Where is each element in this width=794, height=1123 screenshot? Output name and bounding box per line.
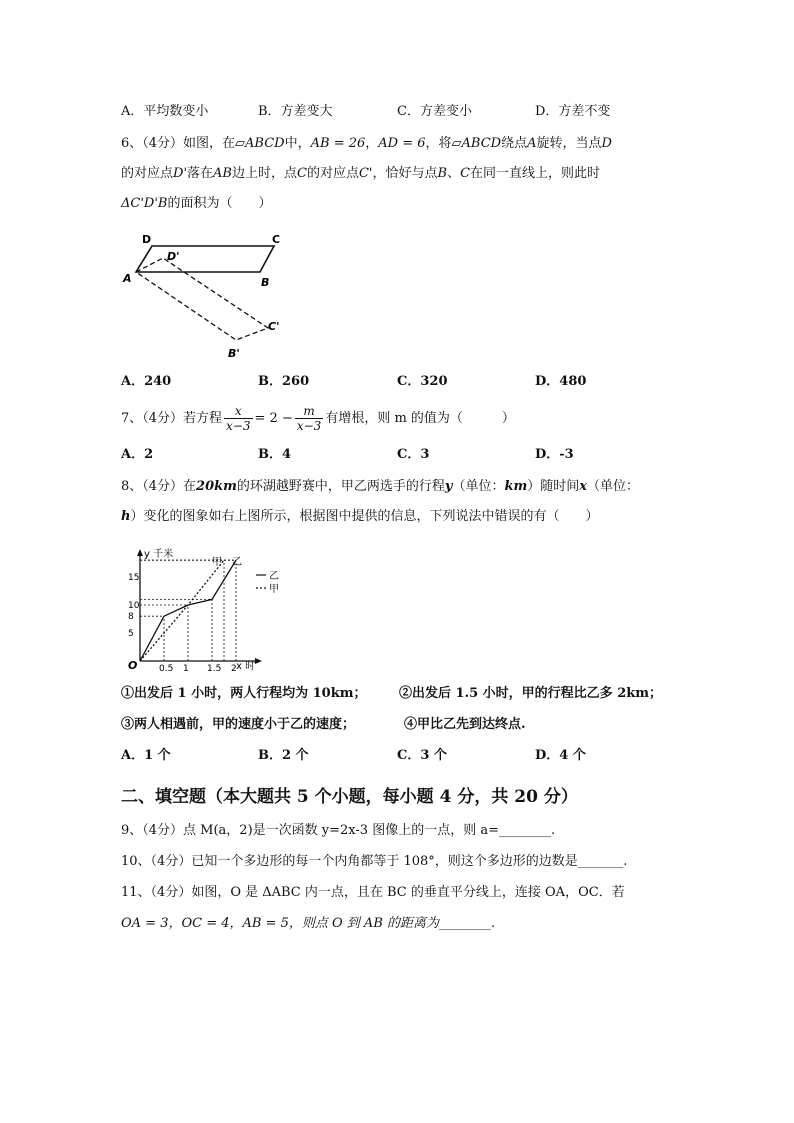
- q6-line-3: ΔC'D'B的面积为（ ）: [121, 196, 272, 211]
- section-2-title: 二、填空题（本大题共 5 个小题，每小题 4 分，共 20 分）: [121, 787, 578, 807]
- y-tick-label: 10: [128, 601, 140, 611]
- top-label-yi: 乙: [232, 557, 242, 568]
- q8-option-c: C．3 个: [397, 748, 447, 763]
- q8-option-b: B．2 个: [258, 748, 309, 763]
- x-tick-label: 1: [183, 664, 189, 673]
- q8-chart: [118, 545, 288, 673]
- x-tick-label: 1.5: [207, 664, 222, 673]
- q10-line: 10、（4分）已知一个多边形的每一个内角都等于 108°，则这个多边形的边数是_______.: [121, 854, 628, 869]
- q8-line-2: h）变化的图象如右上图所示，根据图中提供的信息，下列说法中错误的有（ ）: [121, 509, 599, 524]
- x-axis-label: x 时: [236, 661, 256, 672]
- rotated-parallelogram: [136, 258, 268, 340]
- y-tick-label: 8: [128, 612, 134, 623]
- q6-figure: [118, 228, 298, 363]
- top-label-jia: 甲: [212, 557, 222, 568]
- x-tick-label: 2: [231, 664, 237, 673]
- y-tick-label: 15: [128, 573, 140, 583]
- series-line-jia: [140, 560, 224, 661]
- legend-jia: 甲: [269, 584, 279, 595]
- x-tick-label: 0.5: [159, 664, 174, 673]
- parallelogram-abcd: [136, 246, 274, 272]
- q8-line-1: 8、（4分）在20km的环湖越野赛中，甲乙两选手的行程y（单位：km）随时间x（单位：: [121, 479, 640, 494]
- label-d-prime: D': [167, 250, 180, 263]
- label-d: D: [142, 233, 152, 246]
- q7-fraction-2: $\frac{m}{x-3}$: [296, 404, 322, 433]
- y-tick-label: 5: [128, 629, 134, 639]
- q6-option-c: C．320: [397, 374, 448, 389]
- q5-option-d: D．方差不变: [535, 104, 611, 119]
- q8-option-a: A．1 个: [121, 748, 171, 763]
- q8-option-d: D．4 个: [535, 748, 586, 763]
- y-axis-arrow: [137, 549, 143, 556]
- q7-option-d: D．-3: [535, 447, 574, 462]
- q7-option-c: C．3: [397, 447, 430, 462]
- y-axis-label: y 千米: [144, 549, 174, 560]
- q7-line: 7、（4分）若方程 $\frac{x}{x-3}$ = 2 − $\frac{m}{x-3}$ 有增根，则 m 的值为（ ）: [121, 404, 515, 433]
- q6-option-a: A．240: [121, 374, 172, 389]
- q6-line-1: 6、（4分）如图，在▱ABCD中，AB = 26，AD = 6，将▱ABCD绕点A旋转，当点D: [121, 136, 612, 151]
- q8-statement-3: ③两人相遇前，甲的速度小于乙的速度；: [121, 717, 356, 732]
- label-b-prime: B': [228, 347, 240, 360]
- label-b: B: [261, 276, 270, 289]
- q6-option-b: B．260: [258, 374, 310, 389]
- q8-statement-2: ②出发后 1.5 小时，甲的行程比乙多 2km；: [399, 686, 663, 701]
- q7-option-b: B．4: [258, 447, 292, 462]
- q5-option-b: B．方差变大: [258, 104, 333, 119]
- q11-line-1: 11、（4分）如图，O 是 ΔABC 内一点，且在 BC 的垂直平分线上，连接 OA，OC．若: [121, 885, 625, 900]
- q8-statement-1: ①出发后 1 小时，两人行程均为 10km；: [121, 686, 367, 701]
- legend-yi: 乙: [269, 571, 279, 582]
- q7-option-a: A．2: [121, 447, 154, 462]
- label-a: A: [123, 272, 132, 285]
- label-c-prime: C': [268, 320, 280, 333]
- q11-line-2: OA = 3，OC = 4，AB = 5，则点 O 到 AB 的距离为________.: [121, 916, 496, 931]
- q5-option-a: A．平均数变小: [121, 104, 209, 119]
- q7-fraction-1: $\frac{x}{x-3}$: [226, 404, 251, 433]
- origin-label: O: [128, 659, 138, 672]
- x-axis-arrow: [255, 658, 262, 664]
- series-line-yi: [140, 560, 236, 661]
- q6-option-d: D．480: [535, 374, 587, 389]
- q9-line: 9、（4分）点 M(a，2)是一次函数 y=2x-3 图像上的一点，则 a=________.: [121, 823, 556, 838]
- q5-option-c: C．方差变小: [397, 104, 472, 119]
- label-c: C: [272, 233, 281, 246]
- q6-line-2: 的对应点D'落在AB边上时，点C的对应点C'，恰好与点B、C在同一直线上，则此时: [121, 166, 601, 181]
- q8-statement-4: ④甲比乙先到达终点.: [404, 717, 526, 732]
